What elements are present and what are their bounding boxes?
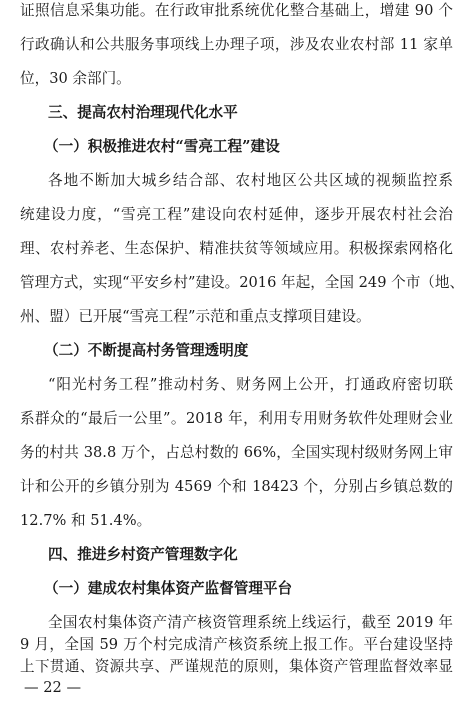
body-text-line: 9 月，全国 59 万个村完成清产核资系统上报工作。平台建设坚持 [20,636,453,653]
body-text-line: 计和公开的乡镇分别为 4569 个和 18423 个，分别占乡镇总数的 [20,478,453,495]
body-text-line: 统建设力度，“雪亮工程”建设向农村延伸，逐步开展农村社会治 [20,206,453,223]
section-heading: 三、提高农村治理现代化水平 [48,104,238,121]
body-text-line: “阳光村务工程”推动村务、财务网上公开，打通政府密切联 [48,376,453,393]
body-text-line: 理、农村养老、生态保护、精准扶贫等领域应用。积极探索网格化 [20,240,453,257]
subsection-heading: （一）积极推进农村“雪亮工程”建设 [44,138,280,155]
body-text-line: 行政确认和公共服务事项线上办理子项，涉及农业农村部 11 家单 [20,36,453,53]
body-text-line: 系群众的“最后一公里”。2018 年，利用专用财务软件处理财会业 [20,410,453,427]
page-number: — 22 — [24,679,82,696]
body-text-line: 上下贯通、资源共享、严谨规范的原则，集体资产管理监督效率显 [20,658,453,675]
subsection-heading: （一）建成农村集体资产监督管理平台 [44,580,293,597]
body-text-line: 12.7% 和 51.4%。 [20,512,152,529]
body-text-line: 位，30 余部门。 [20,70,131,87]
body-text-line: 全国农村集体资产清产核资管理系统上线运行，截至 2019 年 [48,614,453,631]
body-text-line: 管理方式，实现“平安乡村”建设。2016 年起，全国 249 个市（地、 [20,274,465,291]
subsection-heading: （二）不断提高村务管理透明度 [44,342,249,359]
body-text-line: 证照信息采集功能。在行政审批系统优化整合基础上，增建 90 个 [20,2,453,19]
body-text-line: 务的村共 38.8 万个，占总村数的 66%，全国实现村级财务网上审 [20,444,453,461]
body-text-line: 各地不断加大城乡结合部、农村地区公共区域的视频监控系 [48,172,453,189]
body-text-line: 州、盟）已开展“雪亮工程”示范和重点支撑项目建设。 [20,308,371,325]
section-heading: 四、推进乡村资产管理数字化 [48,546,238,563]
